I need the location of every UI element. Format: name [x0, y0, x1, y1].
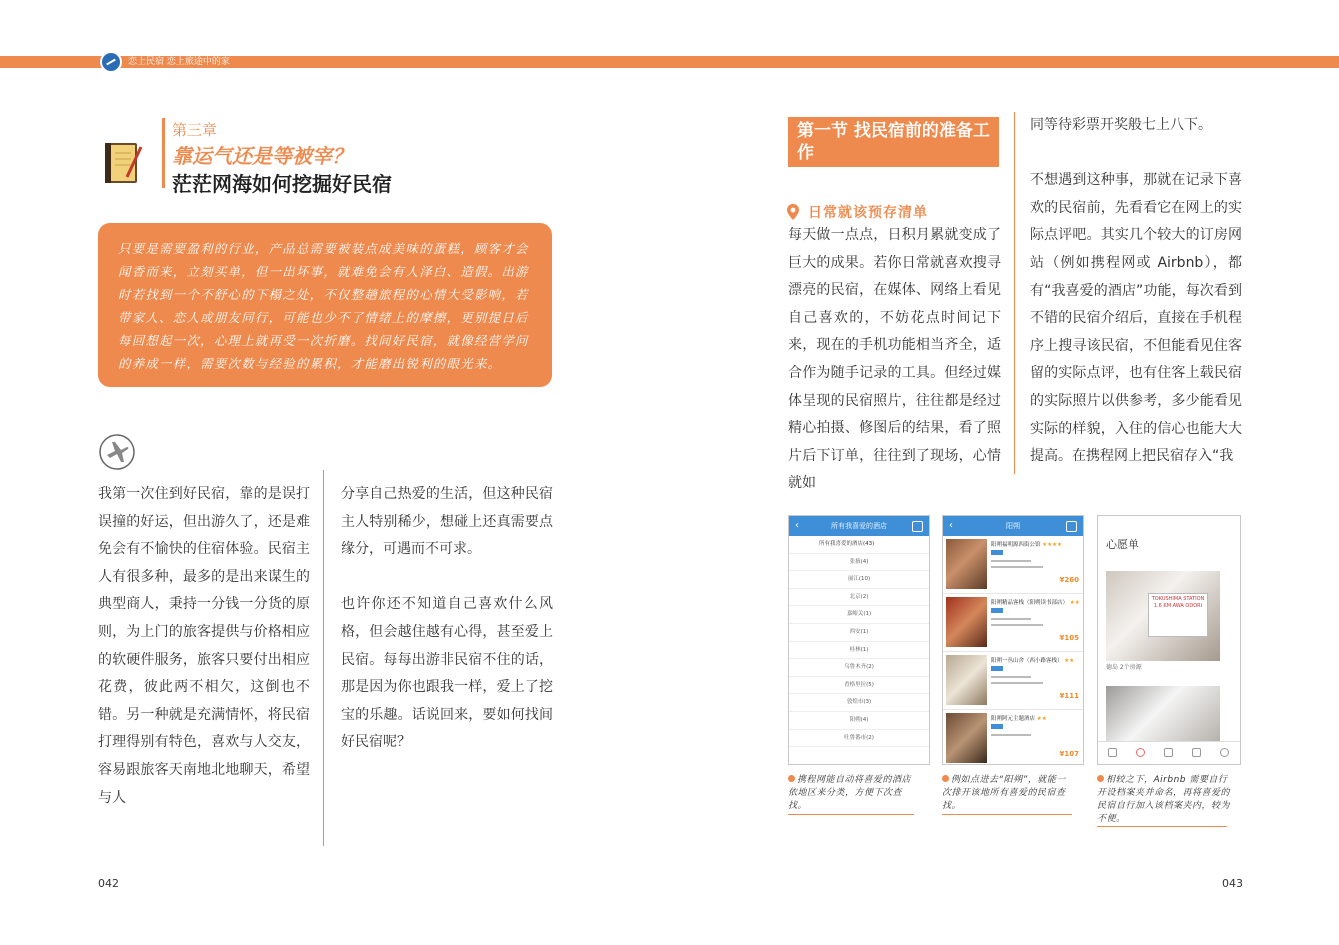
body-column-2	[341, 481, 553, 757]
hotel-name: 阳朔阿元主题酒店 ★★	[991, 716, 1047, 722]
app-header	[943, 516, 1083, 536]
hotel-price: ¥111	[1059, 692, 1079, 700]
intro-box	[98, 223, 552, 387]
col2-paragraph-1: 分享自己热爱的生活，但这种民宿主人特别稀少，想碰上还真需要点缘分，可遇而不可求。	[341, 486, 553, 558]
running-title: 恋上民宿 恋上旅途中的家	[128, 57, 230, 67]
list-item: 西安(1)	[789, 624, 929, 642]
col4-paragraph-1: 同等待彩票开奖般七上八下。	[1030, 117, 1212, 133]
app-header	[789, 516, 929, 536]
caption-2: 例如点进去“阳朔”，就能一次排开该地所有喜爱的民宿查找。	[942, 775, 1066, 811]
hotel-name: 阳朔一丛山舍（西小路客栈） ★★	[991, 658, 1075, 664]
body-column-1: 我第一次住到好民宿，靠的是误打误撞的好运，但出游久了，还是难免会有不愉快的住宿体验。民宿主人有很多种，最多的是出来谋生的典型商人，秉持一分钱一分货的原则，为上门的旅客提供与价格相应的软硬件服务，旅客只要付出相应花费，彼此两不相欠，这倒也不错。另一种就是充满情怀，将民宿打理得别有特色，喜欢与人交友，容易跟旅客天南地北地聊天，希望与人	[98, 486, 310, 806]
screenshot-yangshuo-hotels	[942, 515, 1084, 765]
profile-icon[interactable]	[1220, 748, 1229, 757]
notebook-pen-icon	[101, 139, 149, 187]
hotel-price: ¥260	[1059, 576, 1079, 584]
caption-underline	[1097, 826, 1227, 827]
list-item: 丽江(10)	[789, 571, 929, 589]
hotel-tag	[991, 608, 1003, 613]
home-icon	[912, 521, 923, 532]
hotel-price: ¥105	[1059, 634, 1079, 642]
message-icon[interactable]	[1192, 748, 1201, 757]
column-divider-right	[1014, 112, 1015, 474]
list-item: 乌鲁木齐(2)	[789, 659, 929, 677]
list-item: 北京(2)	[789, 589, 929, 607]
search-icon[interactable]	[1108, 748, 1117, 757]
heart-icon[interactable]	[1136, 748, 1145, 757]
wishlist-photo	[1106, 686, 1220, 742]
hotel-photo	[946, 713, 987, 763]
hotel-item	[943, 652, 1083, 710]
station-sign: TOKUSHIMA STATION 1.6 KM AWA ODORI	[1148, 593, 1208, 637]
chapter-title-line2: 茫茫网海如何挖掘好民宿	[172, 172, 392, 196]
page-number-right: 043	[1222, 877, 1243, 890]
body-column-3: 每天做一点点，日积月累就变成了巨大的成果。若你日常就喜欢搜寻漂亮的民宿，在媒体、网络上看见自己喜欢的，不妨花点时间记下来，现在的手机功能相当齐全，适合作为随手记录的工具。但经过媒体呈现的民宿照片，往往都是经过精心拍摄、修图后的结果，看了照片后下订单，往往到了现场，心情就如	[788, 227, 1001, 492]
col4-paragraph-2: 不想遇到这种事，那就在记录下喜欢的民宿前，先看看它在网上的实际点评吧。其实几个较大的订房网站（例如携程网或 Airbnb），都有“我喜爱的酒店”功能，每次看到不错的民宿介绍后，直接在手机程序上搜寻该民宿，不但能看见住客留的实际点评，也有住客上载民宿的实际照片以供参考，多少能看见实际的样貌，入住的信心也能大大提高。在携程网上把民宿存入“我	[1030, 172, 1242, 465]
section-title: 第一节 找民宿前的准备工作	[788, 117, 999, 167]
wishlist-photo	[1106, 571, 1220, 661]
trips-icon[interactable]	[1164, 748, 1173, 757]
list-item: 敦煌市(3)	[789, 694, 929, 712]
hotel-item	[943, 710, 1083, 765]
hotel-name: 阳朔福明源西街公馆 ★★★★	[991, 542, 1062, 548]
page-number-left: 042	[98, 877, 119, 890]
chapter-title-line1: 靠运气还是等被宰？	[172, 144, 352, 168]
location-pin-icon	[786, 203, 800, 221]
hotel-photo	[946, 597, 987, 647]
home-icon	[1066, 521, 1077, 532]
hotel-price: ¥107	[1059, 750, 1079, 758]
intro-text: 只要是需要盈利的行业，产品总需要被装点成美味的蛋糕，顾客才会闻香而来，立刻买单，但一出坏事，就难免会有人泽白、造假。出游时若找到一个不舒心的下榻之处，不仅整趟旅程的心情大受影响，若带家人、恋人或朋友同行，可能也少不了情绪上的摩擦，更别提日后每回想起一次，心理上就再受一次折磨。找间好民宿，就像经营学问的养成一样，需要次数与经验的累积，才能磨出锐利的眼光来。	[118, 241, 529, 371]
wishlist-title: 心愿单	[1106, 538, 1139, 551]
list-item: 吐鲁番市(2)	[789, 730, 929, 748]
bullet-icon	[788, 775, 795, 782]
caption-underline	[788, 814, 914, 815]
chapter-divider	[162, 118, 165, 188]
list-item: 阳朔(4)	[789, 712, 929, 730]
caption-3: 相较之下，Airbnb 需要自行开设档案夹并命名，再将喜爱的民宿自行加入该档案夹内，较为不便。	[1097, 775, 1231, 824]
chapter-label: 第三章	[172, 121, 218, 139]
screenshot-favorites-list	[788, 515, 930, 765]
bullet-icon	[1097, 775, 1104, 782]
hotel-photo	[946, 539, 987, 589]
hotel-item	[943, 594, 1083, 652]
list-item: 嘉峪关(1)	[789, 606, 929, 624]
book-logo-icon	[100, 51, 122, 73]
bullet-icon	[942, 775, 949, 782]
hotel-name: 阳朔精品客栈（阳朔读书部店） ★★	[991, 600, 1080, 606]
hotel-tag	[991, 550, 1003, 555]
subsection-title: 日常就该预存清单	[808, 205, 928, 221]
caption-1: 携程网能自动将喜爱的酒店依地区来分类，方便下次查找。	[788, 775, 912, 811]
tab-bar	[1098, 741, 1240, 764]
app-header-title: 所有我喜爱的酒店	[831, 522, 887, 530]
hotel-item	[943, 536, 1083, 594]
column-divider	[323, 470, 324, 846]
hotel-tag	[991, 666, 1003, 671]
hotel-photo	[946, 655, 987, 705]
back-icon: ‹	[949, 520, 953, 531]
hotel-tag	[991, 724, 1003, 729]
app-header-title: 阳朔	[1006, 522, 1020, 530]
list-item: 桂林(1)	[789, 642, 929, 660]
wishlist-item-label: 德岛 2个房源	[1106, 664, 1142, 671]
caption-underline	[942, 814, 1072, 815]
list-item: 所有我喜爱的酒店(43)	[789, 536, 929, 554]
body-column-4	[1030, 112, 1242, 471]
col2-paragraph-2: 也许你还不知道自己喜欢什么风格，但会越住越有心得，甚至爱上民宿。每每出游非民宿不住的话，那是因为你也跟我一样，爱上了挖宝的乐趣。话说回来，要如何找间好民宿呢？	[341, 596, 553, 751]
airplane-icon	[98, 433, 136, 471]
back-icon: ‹	[795, 520, 799, 531]
screenshot-airbnb-wishlist	[1097, 515, 1241, 765]
list-item: 香格里拉(5)	[789, 677, 929, 695]
list-item: 张掖(4)	[789, 554, 929, 572]
